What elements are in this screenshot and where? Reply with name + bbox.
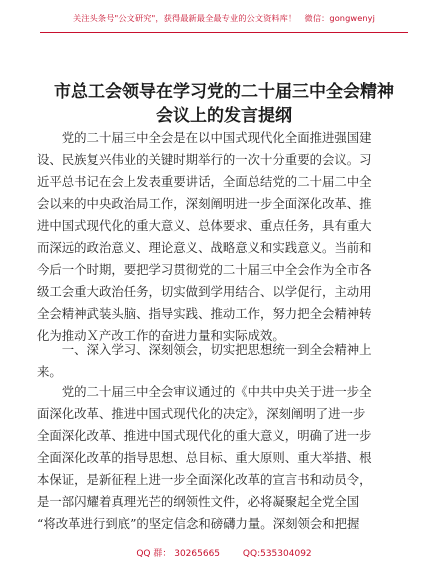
text-line: 而深远的政治意义、理论意义、战略意义和实践意义。当前和	[37, 240, 372, 255]
text-line: 全面深化改革的指导思想、总目标、重大原则、重大举措、根	[37, 450, 372, 465]
text-line: 今后一个时期，要把学习贯彻党的二十届三中全会作为全市各	[37, 262, 372, 277]
header-banner: 关注头条号"公文研究"，获得最新最全最专业的公文资料库！ 微信：gongwenyj	[73, 13, 375, 23]
document-title	[40, 80, 408, 128]
footer-contact	[0, 546, 448, 559]
text-line: 全会精神武装头脑、指导实践、推动工作，努力把全会精神转	[37, 306, 372, 321]
text-line: 全面深化改革、推进中国式现代化的重大意义，明确了进一步	[37, 428, 372, 443]
paragraph-section-1	[37, 381, 412, 535]
text-line: 是一部闪耀着真理光芒的纲领性文件，必将凝聚起全党全国	[37, 494, 360, 509]
footer-qq-group: QQ 群： 30265665	[136, 549, 221, 559]
paragraph-intro	[37, 127, 412, 347]
text-line: “将改革进行到底”的坚定信念和磅礴力量。深刻领会和把握	[37, 516, 360, 531]
text-line: 会以来的中央政治局工作，深刻阐明进一步全面深化改革、推	[37, 196, 372, 211]
title-line: 会议上的发言提纲	[156, 106, 292, 126]
title-line: 市总工会领导在学习党的二十届三中全会精神	[54, 82, 394, 102]
text-line: 来。	[37, 364, 62, 379]
text-line: 一、深入学习、深刻领会，切实把思想统一到全会精神上	[37, 342, 372, 357]
text-line: 党的二十届三中全会是在以中国式现代化全面推进强国建	[37, 130, 372, 145]
text-line: 面深化改革、推进中国式现代化的决定》，深刻阐明了进一步	[37, 406, 366, 421]
section-heading-1	[37, 339, 412, 383]
text-line: 近平总书记在会上发表重要讲话，全面总结党的二十届二中全	[37, 174, 372, 189]
text-line: 党的二十届三中全会审议通过的《中共中央关于进一步全	[37, 384, 372, 399]
text-line: 进中国式现代化的重大意义、总体要求、重点任务，具有重大	[37, 218, 372, 233]
header-divider	[40, 32, 408, 33]
text-line: 设、民族复兴伟业的关键时期举行的一次十分重要的会议。习	[37, 152, 372, 167]
text-line: 化为推动Ｘ产改工作的奋进力量和实际成效。	[37, 328, 285, 343]
text-line: 本保证，是新征程上进一步全面深化改革的宣言书和动员令，	[37, 472, 372, 487]
text-line: 级工会重大政治任务，切实做到学用结合、以学促行，主动用	[37, 284, 372, 299]
footer-qq-number: QQ:535304092	[242, 549, 312, 559]
